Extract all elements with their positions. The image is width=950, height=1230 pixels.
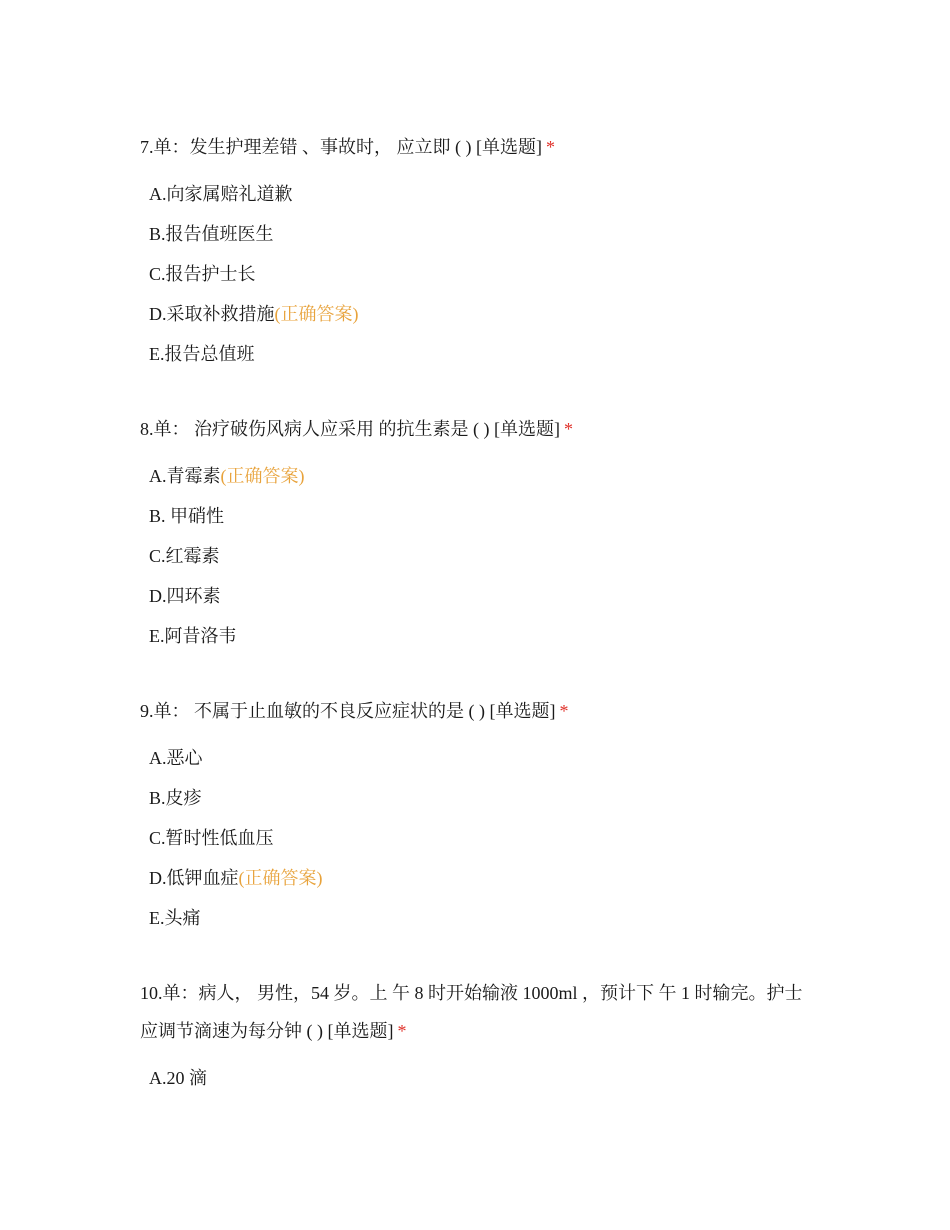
question-text: 10.单：病人， 男性，54 岁。上 午 8 时开始输液 1000ml ，预计下 午 1 时输完。护士应调节滴速为每分钟 ( ) [单选题] <box>140 983 803 1041</box>
question-text: 9.单： 不属于止血敏的不良反应症状的是 ( ) [单选题] <box>140 701 556 721</box>
option-d[interactable] <box>149 858 820 898</box>
option-b[interactable] <box>149 778 820 818</box>
options-list <box>140 456 820 656</box>
option-label: C.红霉素 <box>149 546 220 566</box>
question-title <box>140 692 820 730</box>
option-label: B. 甲硝性 <box>149 506 225 526</box>
option-label: E.头痛 <box>149 908 201 928</box>
option-b[interactable] <box>149 214 820 254</box>
question-title <box>140 974 820 1050</box>
question-9 <box>140 692 820 938</box>
correct-answer-note: (正确答案) <box>220 466 305 486</box>
option-b[interactable] <box>149 496 820 536</box>
options-list <box>140 738 820 938</box>
correct-answer-note: (正确答案) <box>274 304 359 324</box>
question-10 <box>140 974 820 1098</box>
option-d[interactable] <box>149 294 820 334</box>
option-label: A.青霉素 <box>149 466 221 486</box>
option-e[interactable] <box>149 334 820 374</box>
option-e[interactable] <box>149 898 820 938</box>
options-list <box>140 174 820 374</box>
option-d[interactable] <box>149 576 820 616</box>
option-label: A.20 滴 <box>149 1068 207 1088</box>
question-title <box>140 128 820 166</box>
option-a[interactable] <box>149 738 820 778</box>
question-text: 7.单：发生护理差错 、事故时， 应立即 ( ) [单选题] <box>140 137 542 157</box>
option-c[interactable] <box>149 818 820 858</box>
option-label: B.皮疹 <box>149 788 202 808</box>
options-list <box>140 1058 820 1098</box>
option-e[interactable] <box>149 616 820 656</box>
option-label: E.阿昔洛韦 <box>149 626 237 646</box>
option-label: D.采取补救措施 <box>149 304 275 324</box>
question-title <box>140 410 820 448</box>
option-label: B.报告值班医生 <box>149 224 274 244</box>
option-label: D.四环素 <box>149 586 221 606</box>
required-mark: * <box>397 1021 407 1041</box>
option-c[interactable] <box>149 254 820 294</box>
required-mark: * <box>559 701 569 721</box>
question-8 <box>140 410 820 656</box>
option-a[interactable] <box>149 174 820 214</box>
option-a[interactable] <box>149 1058 820 1098</box>
option-label: A.向家属赔礼道歉 <box>149 184 293 204</box>
question-7 <box>140 128 820 374</box>
option-label: E.报告总值班 <box>149 344 255 364</box>
question-text: 8.单： 治疗破伤风病人应采用 的抗生素是 ( ) [单选题] <box>140 419 560 439</box>
required-mark: * <box>545 137 555 157</box>
option-a[interactable] <box>149 456 820 496</box>
option-c[interactable] <box>149 536 820 576</box>
option-label: A.恶心 <box>149 748 203 768</box>
option-label: D.低钾血症 <box>149 868 239 888</box>
correct-answer-note: (正确答案) <box>238 868 323 888</box>
required-mark: * <box>563 419 573 439</box>
option-label: C.报告护士长 <box>149 264 256 284</box>
option-label: C.暂时性低血压 <box>149 828 274 848</box>
